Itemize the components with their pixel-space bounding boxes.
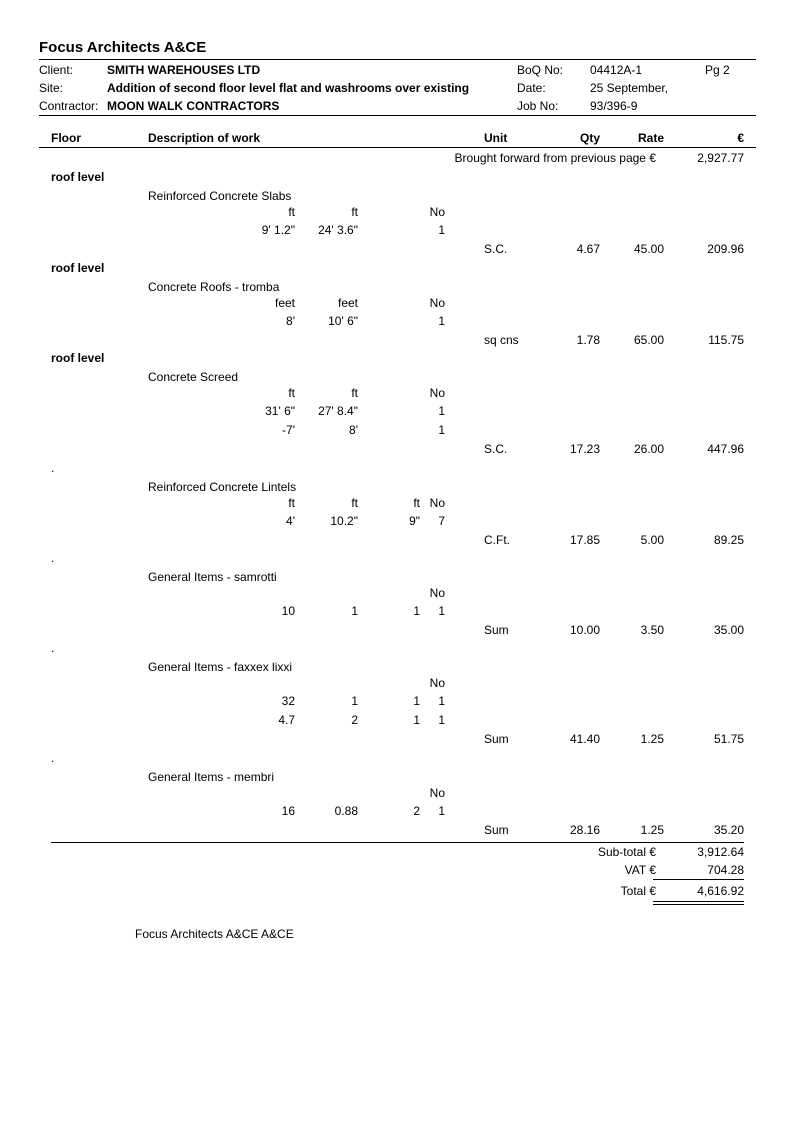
- total-label: Total €: [620, 884, 656, 898]
- item-floor: .: [51, 641, 55, 655]
- item-amount: 89.25: [713, 533, 744, 547]
- site-label: Site:: [39, 81, 64, 95]
- item-unit: Sum: [484, 732, 509, 746]
- item-description: Concrete Screed: [148, 370, 239, 384]
- dim-value: 2: [413, 804, 420, 818]
- total-double-rule-1: [653, 901, 744, 902]
- item-floor: .: [51, 751, 55, 765]
- vat-rule: [653, 879, 744, 880]
- dim-value: 24' 3.6": [318, 223, 358, 237]
- item-amount: 447.96: [707, 442, 744, 456]
- site-value: Addition of second floor level flat and washrooms over existing: [107, 81, 470, 95]
- dim-header: No: [429, 786, 445, 800]
- dim-value: 10: [281, 604, 295, 618]
- company-title: Focus Architects A&CE: [39, 39, 207, 56]
- dim-value: 9": [409, 514, 420, 528]
- total-double-rule-2: [653, 904, 744, 905]
- col-rate: Rate: [637, 131, 664, 145]
- dim-value: 32: [281, 694, 295, 708]
- date-value: 25 September,: [590, 81, 669, 95]
- item-unit: S.C.: [484, 442, 508, 456]
- subtotal-label: Sub-total €: [597, 845, 656, 859]
- item-qty: 17.85: [569, 533, 600, 547]
- date-label: Date:: [517, 81, 546, 95]
- item-rate: 1.25: [640, 732, 664, 746]
- item-unit: Sum: [484, 623, 509, 637]
- dim-value: 1: [438, 404, 445, 418]
- totals-rule: [51, 842, 744, 843]
- boq-label: BoQ No:: [517, 63, 564, 77]
- item-qty: 17.23: [569, 442, 600, 456]
- vat-value: 704.28: [707, 863, 744, 877]
- title-rule: [39, 59, 756, 60]
- item-rate: 1.25: [640, 823, 664, 837]
- dim-value: 1: [438, 604, 445, 618]
- subtotal-value: 3,912.64: [697, 845, 744, 859]
- contractor-label: Contractor:: [39, 99, 99, 113]
- dim-header: ft: [413, 496, 420, 510]
- client-value: SMITH WAREHOUSES LTD: [107, 63, 261, 77]
- dim-value: 4.7: [278, 713, 295, 727]
- contractor-value: MOON WALK CONTRACTORS: [107, 99, 280, 113]
- item-description: General Items - membri: [148, 770, 275, 784]
- footer-text: Focus Architects A&CE A&CE: [135, 927, 294, 941]
- dim-header: ft: [351, 205, 358, 219]
- item-description: General Items - faxxex lixxi: [148, 660, 293, 674]
- col-amount: €: [737, 131, 744, 145]
- dim-value: 16: [281, 804, 295, 818]
- dim-header: ft: [351, 496, 358, 510]
- dim-value: -7': [282, 423, 295, 437]
- dim-value: 1: [351, 604, 358, 618]
- col-unit: Unit: [484, 131, 508, 145]
- dim-value: 10.2": [330, 514, 358, 528]
- dim-value: 1: [438, 314, 445, 328]
- dim-value: 9' 1.2": [261, 223, 295, 237]
- dim-value: 1: [413, 713, 420, 727]
- item-description: General Items - samrotti: [148, 570, 277, 584]
- dim-value: 1: [438, 804, 445, 818]
- total-value: 4,616.92: [697, 884, 744, 898]
- dim-value: 1: [413, 694, 420, 708]
- brought-forward-value: 2,927.77: [697, 151, 744, 165]
- job-label: Job No:: [517, 99, 559, 113]
- item-rate: 5.00: [640, 533, 664, 547]
- columns-rule: [39, 147, 756, 148]
- dim-value: 8': [349, 423, 358, 437]
- dim-value: 0.88: [334, 804, 358, 818]
- item-unit: C.Ft.: [484, 533, 510, 547]
- item-amount: 35.00: [713, 623, 744, 637]
- item-rate: 65.00: [633, 333, 664, 347]
- dim-value: 31' 6": [265, 404, 295, 418]
- dim-value: 1: [351, 694, 358, 708]
- dim-value: 1: [413, 604, 420, 618]
- dim-value: 1: [438, 713, 445, 727]
- boq-value: 04412A-1: [590, 63, 643, 77]
- col-qty: Qty: [579, 131, 600, 145]
- item-qty: 28.16: [569, 823, 600, 837]
- dim-value: 1: [438, 423, 445, 437]
- dim-value: 7: [438, 514, 445, 528]
- dim-value: 27' 8.4": [318, 404, 358, 418]
- item-amount: 209.96: [707, 242, 744, 256]
- dim-header: No: [429, 676, 445, 690]
- dim-value: 2: [351, 713, 358, 727]
- item-floor: roof level: [51, 351, 105, 365]
- job-value: 93/396-9: [590, 99, 638, 113]
- dim-header: ft: [288, 496, 295, 510]
- item-description: Concrete Roofs - tromba: [148, 280, 280, 294]
- brought-forward-label: Brought forward from previous page €: [454, 151, 656, 165]
- item-qty: 41.40: [569, 732, 600, 746]
- dim-header: ft: [288, 205, 295, 219]
- item-floor: .: [51, 551, 55, 565]
- item-qty: 4.67: [576, 242, 600, 256]
- item-amount: 115.75: [708, 333, 744, 347]
- col-description: Description of work: [148, 131, 261, 145]
- dim-header: ft: [351, 386, 358, 400]
- item-rate: 3.50: [640, 623, 664, 637]
- dim-value: 8': [286, 314, 295, 328]
- dim-header: ft: [288, 386, 295, 400]
- dim-header: No: [429, 205, 445, 219]
- client-label: Client:: [39, 63, 74, 77]
- item-unit: S.C.: [484, 242, 508, 256]
- item-qty: 1.78: [576, 333, 600, 347]
- item-floor: .: [51, 461, 55, 475]
- item-qty: 10.00: [569, 623, 600, 637]
- dim-value: 1: [438, 223, 445, 237]
- item-rate: 45.00: [633, 242, 664, 256]
- item-amount: 35.20: [713, 823, 744, 837]
- item-floor: roof level: [51, 261, 105, 275]
- dim-header: No: [429, 386, 445, 400]
- dim-value: 4': [286, 514, 295, 528]
- dim-header: No: [429, 586, 445, 600]
- dim-header: feet: [337, 296, 358, 310]
- dim-header: feet: [274, 296, 295, 310]
- item-unit: Sum: [484, 823, 509, 837]
- page-number: Pg 2: [705, 63, 730, 77]
- dim-value: 1: [438, 694, 445, 708]
- item-description: Reinforced Concrete Slabs: [148, 189, 292, 203]
- item-unit: sq cns: [484, 333, 519, 347]
- vat-label: VAT €: [624, 863, 656, 877]
- header-rule: [39, 115, 756, 116]
- dim-value: 10' 6": [328, 314, 358, 328]
- item-rate: 26.00: [633, 442, 664, 456]
- item-floor: roof level: [51, 170, 105, 184]
- item-description: Reinforced Concrete Lintels: [148, 480, 297, 494]
- col-floor: Floor: [51, 131, 81, 145]
- dim-header: No: [429, 496, 445, 510]
- item-amount: 51.75: [713, 732, 744, 746]
- dim-header: No: [429, 296, 445, 310]
